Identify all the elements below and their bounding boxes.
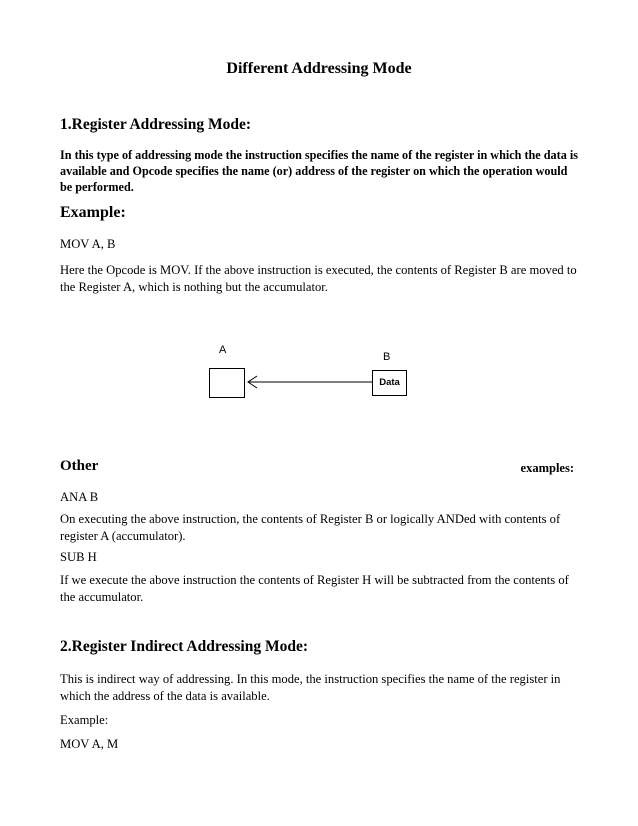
section-2-example-code: MOV A, M [60,737,119,751]
other-code-1: ANA B [60,490,99,504]
other-text-1: On executing the above instruction, the contents of Register B or logically ANDed with contents of register A (accumulator). [60,512,561,543]
section-1-intro: In this type of addressing mode the instruction specifies the name of the register in which the data is available and Opcode specifies the name (or) address of the register on which the operation would be performed. [60,148,578,194]
examples-label: examples: [520,461,574,475]
other-text-2: If we execute the above instruction the contents of Register H will be subtracted from the contents of the accumulator. [60,573,569,604]
register-transfer-diagram [205,342,415,402]
left-arrow-icon [245,372,373,392]
diagram-label-b: B [383,351,391,363]
example-description: Here the Opcode is MOV. If the above instruction is executed, the contents of Register B are moved to the Register A, which is nothing but the accumulator. [60,263,577,294]
section-1-heading: 1.Register Addressing Mode: [60,116,252,133]
page-title: Different Addressing Mode [226,60,412,77]
register-b-data-box: Data [372,370,407,396]
other-heading: Other [60,458,99,474]
diagram-label-a: A [219,344,227,356]
example-heading: Example: [60,204,126,221]
section-2-heading: 2.Register Indirect Addressing Mode: [60,638,308,655]
example-code: MOV A, B [60,237,116,251]
section-2-example-label: Example: [60,713,109,727]
section-2-text: This is indirect way of addressing. In this mode, the instruction specifies the name of the register in which the address of the data is available. [60,672,561,703]
register-a-box [209,368,245,398]
other-code-2: SUB H [60,550,97,564]
